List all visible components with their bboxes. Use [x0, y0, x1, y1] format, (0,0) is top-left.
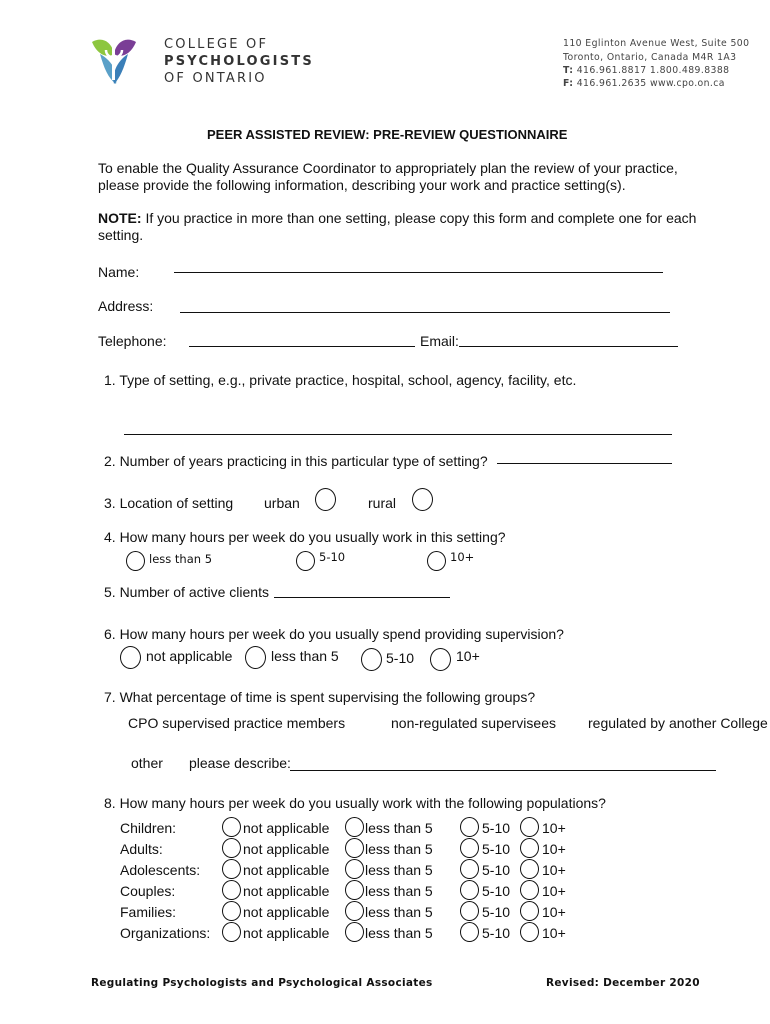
q8-5-10-label: 5-10 [482, 883, 511, 899]
q8-10plus-radio[interactable] [520, 859, 539, 879]
email-field[interactable] [459, 346, 678, 347]
address-label: Address: [98, 298, 154, 314]
population-label: Families: [120, 904, 177, 920]
population-label: Couples: [120, 883, 176, 899]
non-regulated-label: non-regulated supervisees [391, 715, 556, 731]
q8-5-10-radio[interactable] [460, 859, 479, 879]
q8-5-10-radio[interactable] [460, 838, 479, 858]
college-logo-icon [88, 34, 140, 86]
q8-less-than-5-label: less than 5 [365, 883, 433, 899]
q8-not-applicable-label: not applicable [243, 862, 330, 878]
q6-less-than-5-radio[interactable] [245, 646, 266, 669]
intro-line-1: To enable the Quality Assurance Coordinator to appropriately plan the review of your practice, [98, 160, 678, 176]
describe-label: please describe: [189, 755, 291, 771]
q8-5-10-radio[interactable] [460, 817, 479, 837]
q4-10plus-label: 10+ [450, 550, 475, 564]
setting-type-field[interactable] [124, 434, 672, 435]
question-7: 7. What percentage of time is spent supervising the following groups? [104, 689, 536, 705]
q4-5-10-radio[interactable] [296, 551, 315, 571]
q8-10plus-label: 10+ [542, 820, 566, 836]
address-line-2: Toronto, Ontario, Canada M4R 1A3 [563, 52, 737, 63]
active-clients-field[interactable] [274, 597, 450, 598]
q6-10plus-radio[interactable] [430, 648, 451, 671]
population-label: Adolescents: [120, 862, 201, 878]
q8-not-applicable-radio[interactable] [222, 880, 241, 900]
logo-line-3: OF ONTARIO [164, 71, 267, 86]
q8-less-than-5-radio[interactable] [345, 880, 364, 900]
q8-5-10-label: 5-10 [482, 925, 511, 941]
population-label: Adults: [120, 841, 163, 857]
question-1: 1. Type of setting, e.g., private practice, hospital, school, agency, facility, etc. [104, 372, 577, 388]
question-8: 8. How many hours per week do you usually work with the following populations? [104, 795, 606, 811]
q4-5-10-label: 5-10 [319, 550, 346, 564]
regulated-other-college-label: regulated by another College [588, 715, 768, 731]
q8-5-10-label: 5-10 [482, 841, 511, 857]
name-label: Name: [98, 264, 140, 280]
q4-less-than-5-label: less than 5 [149, 552, 213, 566]
population-label: Children: [120, 820, 177, 836]
question-6: 6. How many hours per week do you usually spend providing supervision? [104, 626, 564, 642]
q4-10plus-radio[interactable] [427, 551, 446, 571]
address-line-1: 110 Eglinton Avenue West, Suite 500 [563, 38, 750, 49]
q8-less-than-5-label: less than 5 [365, 820, 433, 836]
q8-not-applicable-label: not applicable [243, 904, 330, 920]
q8-10plus-radio[interactable] [520, 880, 539, 900]
question-3: 3. Location of setting [104, 495, 234, 511]
years-practicing-field[interactable] [497, 463, 672, 464]
q8-5-10-radio[interactable] [460, 901, 479, 921]
q6-10plus-label: 10+ [456, 648, 480, 664]
q6-less-than-5-label: less than 5 [271, 648, 339, 664]
q8-10plus-label: 10+ [542, 883, 566, 899]
cpo-supervised-label: CPO supervised practice members [128, 715, 346, 731]
q8-less-than-5-radio[interactable] [345, 922, 364, 942]
telephone-label: Telephone: [98, 333, 167, 349]
q8-not-applicable-label: not applicable [243, 883, 330, 899]
urban-label: urban [264, 495, 300, 511]
q8-not-applicable-radio[interactable] [222, 922, 241, 942]
note-line-1: NOTE: If you practice in more than one setting, please copy this form and complete one for each [98, 210, 697, 226]
logo-line-1: COLLEGE OF [164, 37, 269, 52]
q8-5-10-label: 5-10 [482, 904, 511, 920]
q4-less-than-5-radio[interactable] [126, 551, 145, 571]
q6-not-applicable-radio[interactable] [120, 646, 141, 669]
q8-10plus-label: 10+ [542, 841, 566, 857]
question-2: 2. Number of years practicing in this particular type of setting? [104, 453, 488, 469]
fax-line: F: 416.961.2635 www.cpo.on.ca [563, 78, 725, 89]
footer-left: Regulating Psychologists and Psychological Associates [91, 977, 433, 989]
q8-less-than-5-radio[interactable] [345, 817, 364, 837]
q8-not-applicable-radio[interactable] [222, 838, 241, 858]
q8-less-than-5-label: less than 5 [365, 862, 433, 878]
q8-less-than-5-label: less than 5 [365, 841, 433, 857]
q8-less-than-5-label: less than 5 [365, 904, 433, 920]
rural-label: rural [368, 495, 397, 511]
describe-field[interactable] [290, 770, 716, 771]
q8-10plus-radio[interactable] [520, 838, 539, 858]
rural-radio[interactable] [412, 488, 433, 511]
q8-not-applicable-radio[interactable] [222, 817, 241, 837]
q8-less-than-5-radio[interactable] [345, 838, 364, 858]
q8-10plus-radio[interactable] [520, 901, 539, 921]
q8-5-10-label: 5-10 [482, 820, 511, 836]
q8-10plus-radio[interactable] [520, 922, 539, 942]
q8-less-than-5-radio[interactable] [345, 901, 364, 921]
question-5: 5. Number of active clients [104, 584, 269, 600]
note-line-2: setting. [98, 227, 144, 243]
q6-not-applicable-label: not applicable [146, 648, 233, 664]
q8-not-applicable-label: not applicable [243, 925, 330, 941]
q8-10plus-label: 10+ [542, 862, 566, 878]
q6-5-10-radio[interactable] [361, 648, 382, 671]
phone-line: T: 416.961.8817 1.800.489.8388 [563, 65, 730, 76]
q8-5-10-label: 5-10 [482, 862, 511, 878]
q8-10plus-label: 10+ [542, 904, 566, 920]
address-field[interactable] [180, 312, 670, 313]
question-4: 4. How many hours per week do you usually work in this setting? [104, 529, 506, 545]
population-label: Organizations: [120, 925, 211, 941]
logo-line-2: PSYCHOLOGISTS [164, 54, 314, 69]
q8-5-10-radio[interactable] [460, 880, 479, 900]
page-title: PEER ASSISTED REVIEW: PRE-REVIEW QUESTIONNAIRE [207, 127, 568, 142]
q8-5-10-radio[interactable] [460, 922, 479, 942]
other-label: other [131, 755, 163, 771]
q8-not-applicable-radio[interactable] [222, 901, 241, 921]
name-field[interactable] [174, 272, 663, 273]
q8-not-applicable-label: not applicable [243, 820, 330, 836]
telephone-field[interactable] [189, 346, 415, 347]
q8-10plus-label: 10+ [542, 925, 566, 941]
q8-not-applicable-radio[interactable] [222, 859, 241, 879]
q8-less-than-5-label: less than 5 [365, 925, 433, 941]
q8-less-than-5-radio[interactable] [345, 859, 364, 879]
footer-right: Revised: December 2020 [546, 977, 700, 989]
q8-10plus-radio[interactable] [520, 817, 539, 837]
email-label: Email: [420, 333, 459, 349]
urban-radio[interactable] [315, 488, 336, 511]
intro-line-2: please provide the following information, describing your work and practice setting(s). [98, 177, 626, 193]
q8-not-applicable-label: not applicable [243, 841, 330, 857]
q6-5-10-label: 5-10 [386, 650, 415, 666]
